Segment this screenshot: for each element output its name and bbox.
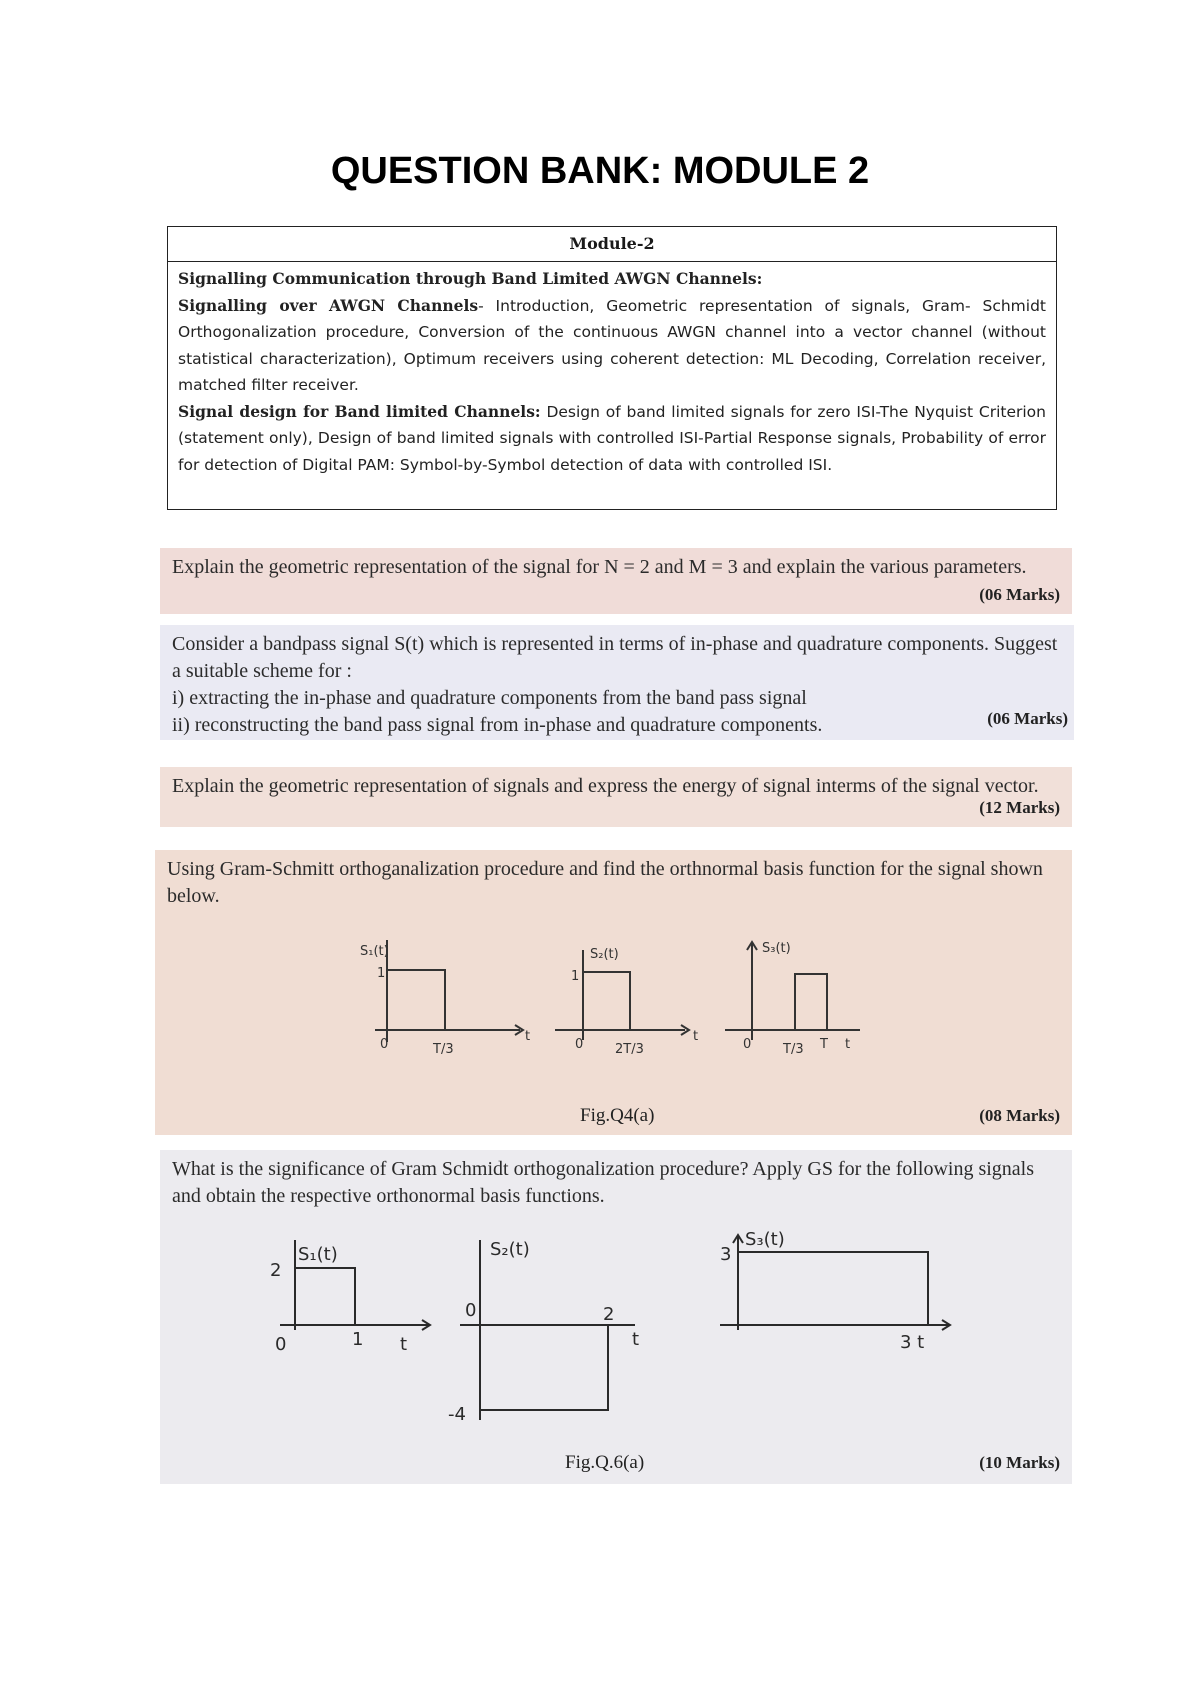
marks-label: (12 Marks) [979,798,1060,817]
syllabus-section1-label: Signalling over AWGN Channels [178,295,479,315]
tick-label: T/3 [783,1042,804,1057]
question-text: Explain the geometric representation of the signal for N = 2 and M = 3 and explain the various parameters. [172,556,1027,578]
marks-label: (08 Marks) [979,1106,1060,1125]
question-5 [160,1150,1072,1484]
question-subitem: ii) reconstructing the band pass signal from in-phase and quadrature components. [172,714,823,736]
signal-label: S₃(t) [762,941,791,956]
question-subitem: i) extracting the in-phase and quadrature components from the band pass signal [172,687,807,709]
signal-label: S₃(t) [745,1229,785,1250]
question-text: Explain the geometric representation of signals and express the energy of signal interms of the signal vector. [172,775,1039,797]
syllabus-section2-label: Signal design for Band limited Channels: [178,401,541,421]
tick-label: 0 [465,1300,477,1321]
tick-label: 0 [275,1334,287,1355]
signal-figure-q6 [160,1220,1072,1460]
signal-label: S₂(t) [490,1239,530,1260]
question-1 [160,548,1072,614]
tick-label: 0 [575,1037,584,1052]
syllabus-section1-text: - Introduction, Geometric representation of signals, Gram- Schmidt Orthogonalization procedure, Conversion of the continuous AWGN channel into a vector channel (without statistical characterization), Optimum receivers using coherent detection: ML Decoding, Correlation receiver, matched filter receiver. [178,296,1046,394]
axis-label: t [400,1334,408,1355]
marks-label: (06 Marks) [979,585,1060,604]
tick-label: 2 [270,1260,282,1281]
axis-label: t [845,1037,851,1052]
figure-caption: Fig.Q4(a) [580,1105,655,1126]
syllabus-heading: Signalling Communication through Band Limited AWGN Channels: [178,269,763,288]
tick-label: 1 [377,966,386,981]
tick-label: 3 [720,1244,732,1265]
signal-label: S₁(t) [360,944,389,959]
page-title: QUESTION BANK: MODULE 2 [330,150,870,192]
figure-caption: Fig.Q.6(a) [565,1452,645,1473]
axis-label: t [525,1029,531,1044]
syllabus-section2-text: Design of band limited signals for zero ISI-The Nyquist Criterion (statement only), Design of band limited signals with controlled ISI-Partial Response signals, Probability of error for detection of Digital PAM: Symbol-by-Symbol detection of data with controlled ISI. [178,402,1046,474]
syllabus-table [167,226,1057,510]
question-2 [160,625,1074,740]
question-3 [160,767,1072,827]
tick-label: T/3 [433,1042,454,1057]
tick-label: 1 [571,969,580,984]
question-text: Using Gram-Schmitt orthoganalization procedure and find the orthnormal basis function for the signal shown below. [167,858,1043,907]
tick-label: 2T/3 [615,1042,644,1057]
axis-label: 3 t [900,1332,925,1353]
question-text: Consider a bandpass signal S(t) which is represented in terms of in-phase and quadrature components. Suggest a suitable scheme for : [172,633,1058,682]
axis-label: t [693,1029,699,1044]
tick-label: 0 [743,1037,752,1052]
signal-label: S₁(t) [298,1244,338,1265]
tick-label: 0 [380,1037,389,1052]
tick-label: 1 [352,1329,364,1350]
axis-label: t [632,1329,640,1350]
signal-figure-q4 [155,930,1072,1130]
tick-label: 2 [603,1304,615,1325]
signal-label: S₂(t) [590,947,619,962]
marks-label: (10 Marks) [979,1453,1060,1472]
syllabus-header: Module-2 [168,227,1056,262]
tick-label: T [820,1037,828,1052]
syllabus-body [168,262,1056,478]
tick-label: -4 [448,1404,466,1425]
question-text: What is the significance of Gram Schmidt orthogonalization procedure? Apply GS for the following signals and obtain the respective orthonormal basis functions. [172,1158,1035,1207]
marks-label: (06 Marks) [981,705,1068,732]
question-4 [155,850,1072,1135]
